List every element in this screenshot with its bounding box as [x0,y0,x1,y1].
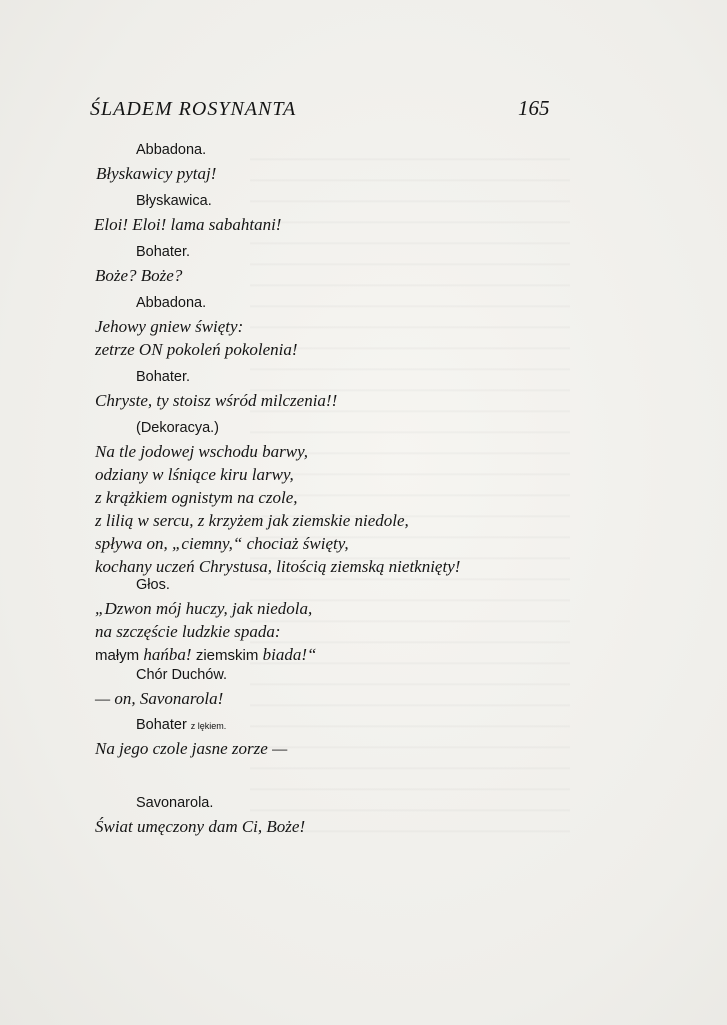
verse-line: Na tle jodowej wschodu barwy, [95,442,308,461]
speaker-label: Bohater. [136,369,191,385]
speaker-label: Głos. [136,577,170,593]
running-header-title: ŚLADEM ROSYNANTA [90,98,297,120]
verse-fragment-emphasis: hańba! [143,645,192,664]
verse-line: kochany uczeń Chrystusa, litością ziemską nietknięty! [95,557,461,576]
speaker-label: Bohater. [136,244,191,260]
verse-line: Świat umęczony dam Ci, Boże! [95,817,306,836]
verse-line: — on, Savonarola! [95,689,224,708]
verse-line: Na jego czole jasne zorze — [95,739,288,758]
speaker-label: Chór Duchów. [136,667,228,683]
speaker-label: Abbadona. [136,142,207,158]
bleed-through-text [250,140,570,840]
verse-line: na szczęście ludzkie spada: [95,622,281,641]
speaker-label: Savonarola. [136,795,214,811]
stage-direction: (Dekoracya.) [136,420,219,436]
stage-note: z lękiem. [190,721,227,731]
verse-line: odziany w lśniące kiru larwy, [95,465,294,484]
verse-fragment: małym [95,647,140,664]
page-number: 165 [518,96,550,120]
verse-fragment-emphasis: biada!“ [262,645,317,664]
speaker-name: Bohater [136,717,187,733]
verse-line: z krążkiem ognistym na czole, [95,488,298,507]
speaker-label-with-note [136,717,226,733]
verse-line-mixed [95,645,316,665]
verse-line: Boże? Boże? [95,266,183,285]
speaker-label: Abbadona. [136,295,207,311]
verse-line: Chryste, ty stoisz wśród milczenia!! [95,391,338,410]
verse-line: z lilią w sercu, z krzyżem jak ziemskie niedole, [95,511,409,530]
verse-line: spływa on, „ciemny,“ chociaż święty, [95,534,349,553]
verse-line: „Dzwon mój huczy, jak niedola, [95,599,313,618]
speaker-label: Błyskawica. [136,193,212,209]
verse-line: Błyskawicy pytaj! [96,164,217,183]
verse-line: Eloi! Eloi! lama sabahtani! [94,215,282,234]
verse-line: zetrze ON pokoleń pokolenia! [95,340,298,359]
verse-line: Jehowy gniew święty: [95,317,244,336]
verse-fragment: ziemskim [195,647,259,664]
